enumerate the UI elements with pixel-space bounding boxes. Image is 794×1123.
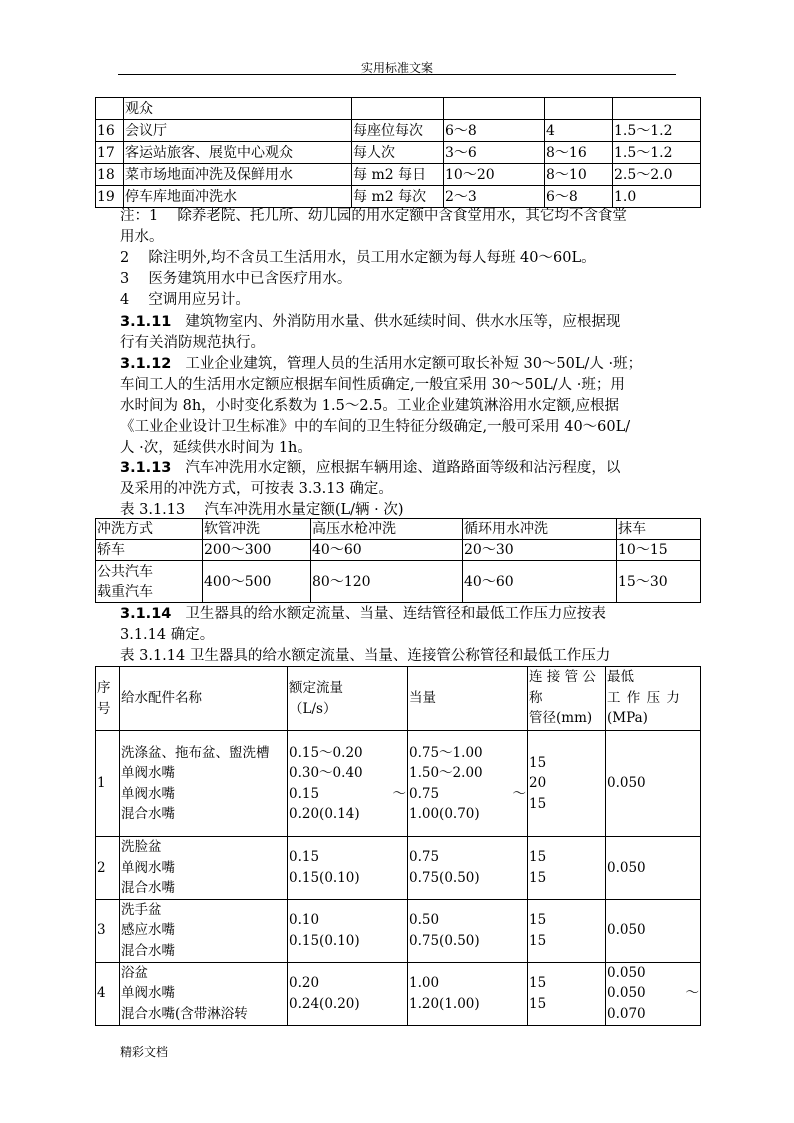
table-row [96,561,701,603]
rated-flow-cell [288,962,408,1025]
quota-cell [444,98,545,120]
fitting-name-line: 混合水嘴 [121,806,175,822]
rated-flow-line: 0.15(0.10) [289,869,360,886]
column-header: 循环用水冲洗 [463,519,617,540]
rated-flow-header [288,667,408,731]
usage-hours-cell: 8～16 [545,142,613,164]
value-cell: 15～30 [617,561,701,603]
car-wash-table [95,518,701,603]
min-pressure-value: 0.050 [607,985,646,1002]
hourly-variation-cell: 1.5～1.2 [613,120,701,142]
hourly-variation-cell [613,98,701,120]
clause-number: 3.1.13 [120,460,172,476]
equivalent-line: 1.20(1.00) [409,995,480,1012]
equivalent-cell [408,837,528,900]
water-quota-table-continued [95,97,701,208]
unit-cell: 每座位每次 [352,120,444,142]
table-row [96,899,701,962]
clause-3-1-12 [120,354,682,459]
clause-number: 3.1.14 [120,606,172,622]
rated-flow-value: 0.15 [289,785,320,802]
clause-text: 水时间为 8h，小时变化系数为 1.5～2.5。工业企业建筑淋浴用水定额,应根据 [120,398,620,414]
table-row [96,962,701,1025]
row-number-cell [96,98,124,120]
pipe-diameter-cell [528,837,606,900]
equivalent-line: 0.75(0.50) [409,932,480,949]
row-number-cell: 3 [96,899,120,962]
clause-text: 3.1.14 确定。 [120,627,215,643]
value-cell: 40～60 [311,540,463,561]
fitting-name-line: 单阀水嘴 [121,785,175,802]
row-number-cell: 17 [96,142,124,164]
min-pressure-cell [606,962,701,1025]
pipe-diameter-line: 15 [529,849,547,866]
page-header: 实用标准文案 [360,61,433,75]
quota-cell: 3～6 [444,142,545,164]
min-pressure-line: 0.050 [607,859,646,876]
pipe-diameter-header [528,667,606,731]
unit-cell: 每 m2 每次 [352,186,444,208]
note-1-cont: 用水。 [120,229,164,245]
fitting-name-header-line: 给水配件名称 [121,690,202,707]
usage-type-cell: 菜市场地面冲洗及保鲜用水 [124,164,352,186]
equivalent-line: 0.75～1.00 [409,744,483,761]
row-number-cell: 2 [96,837,120,900]
unit-cell: 每 m2 每日 [352,164,444,186]
row-number-cell: 16 [96,120,124,142]
vehicle-type-line: 公共汽车 [97,563,153,580]
equivalent-line: 0.75(0.50) [409,869,480,886]
min-pressure-header-line: 工 作 压 力 [607,689,681,706]
fitting-name-header [120,667,288,731]
min-pressure-header-line: (MPa) [607,710,648,726]
number-header-line: 号 [97,700,111,717]
rated-flow-header-line: （L/s） [289,700,337,717]
table-row [96,98,701,120]
fitting-name-line: 单阀水嘴 [121,985,175,1002]
clause-text: 人 ·次，延续供水时间为 1h。 [120,440,312,456]
page-footer: 精彩文档 [120,1045,169,1059]
pipe-diameter-line: 15 [529,932,547,949]
rated-flow-line: 0.24(0.20) [289,995,360,1012]
pipe-diameter-cell [528,731,606,837]
equivalent-line [409,784,526,805]
usage-hours-cell [545,98,613,120]
vehicle-type-line: 载重汽车 [97,583,153,600]
row-number-cell: 18 [96,164,124,186]
pipe-diameter-header-line: 连 接 管 公 [529,669,596,685]
vehicle-type-cell [96,561,203,603]
column-header: 冲洗方式 [96,519,203,540]
clause-number: 3.1.11 [120,314,172,330]
vehicle-type-cell: 轿车 [96,540,203,561]
equivalent-line: 1.50～2.00 [409,765,483,781]
car-wash-table-body [96,519,701,603]
equivalent-header-line: 当量 [409,690,436,707]
clause-text: 车间工人的生活用水定额应根据车间性质确定,一般宜采用 30～50L/人 ·班；用 [120,377,625,393]
fitting-name-line: 混合水嘴 [121,942,175,959]
rated-flow-line: 0.15 [289,849,320,866]
min-pressure-header-line: 最低 [607,669,634,685]
fitting-name-line: 混合水嘴(含带淋浴转 [121,1005,248,1022]
fitting-name-cell [120,837,288,900]
usage-type-cell: 会议厅 [124,120,352,142]
rated-flow-cell [288,731,408,837]
pipe-diameter-line: 15 [529,995,547,1012]
table-row [96,731,701,837]
header-divider [118,74,676,75]
equivalent-value: 0.75 [409,785,440,802]
rated-flow-line: 0.15(0.10) [289,932,360,949]
note-2: 2 除注明外,均不含员工生活用水，员工用水定额为每人每班 40～60L。 [120,250,596,266]
table-row [96,120,701,142]
unit-cell: 每人次 [352,142,444,164]
equivalent-cell [408,899,528,962]
equivalent-cell [408,962,528,1025]
value-cell: 40～60 [463,561,617,603]
equivalent-line: 1.00(0.70) [409,806,480,822]
table-row [96,540,701,561]
min-pressure-line [607,983,699,1004]
pipe-diameter-header-line: 称 [529,689,543,706]
clause-3-1-11 [120,312,682,354]
equivalent-line: 1.00 [409,975,440,991]
rated-flow-line: 0.15～0.20 [289,744,363,761]
clause-text: 卫生器具的给水额定流量、当量、连结管径和最低工作压力应按表 [185,606,606,622]
clause-text: 汽车冲洗用水定额，应根据车辆用途、道路路面等级和沾污程度，以 [185,460,621,476]
range-tilde: ～ [392,785,406,802]
note-3: 3 医务建筑用水中已含医疗用水。 [120,271,352,287]
hourly-variation-cell: 1.5～1.2 [613,142,701,164]
hourly-variation-cell: 1.0 [613,186,701,208]
header-row [96,667,701,731]
fitting-name-cell [120,962,288,1025]
clause-number: 3.1.12 [120,356,172,372]
rated-flow-line: 0.30～0.40 [289,765,363,781]
usage-hours-cell: 8～10 [545,164,613,186]
table-row [96,186,701,208]
fitting-name-line: 单阀水嘴 [121,859,175,876]
clause-text: 建筑物室内、外消防用水量、供水延续时间、供水水压等，应根据现 [185,314,621,330]
fitting-name-cell [120,899,288,962]
usage-type-cell: 观众 [124,98,352,120]
equivalent-cell [408,731,528,837]
row-number-cell: 4 [96,962,120,1025]
column-header: 高压水枪冲洗 [311,519,463,540]
fitting-name-line: 感应水嘴 [121,922,175,939]
equivalent-line: 0.75 [409,849,440,866]
min-pressure-line: 0.050 [607,922,646,939]
value-cell: 400～500 [203,561,311,603]
fitting-name-line: 洗脸盆 [121,839,162,855]
value-cell: 10～15 [617,540,701,561]
usage-hours-cell: 6～8 [545,186,613,208]
fixture-flow-table-body [96,667,701,1026]
rated-flow-cell [288,899,408,962]
fitting-name-line: 洗涤盆、拖布盆、盥洗槽 [121,744,270,761]
range-tilde: ～ [685,985,699,1002]
pipe-diameter-cell [528,899,606,962]
rated-flow-line: 0.20 [289,975,320,991]
clause-text: 工业企业建筑，管理人员的生活用水定额可取长补短 30～50L/人 ·班； [185,356,643,372]
pipe-diameter-header-line: 管径(mm) [529,710,593,726]
usage-type-cell: 停车库地面冲洗水 [124,186,352,208]
rated-flow-header-line: 额定流量 [289,680,343,696]
rated-flow-line: 0.10 [289,912,320,928]
unit-cell [352,98,444,120]
number-header-line: 序 [97,680,111,696]
clause-text: 行有关消防规范执行。 [120,335,265,351]
table-caption: 表 3.1.14 卫生器具的给水额定流量、当量、连接管公称管径和最低工作压力 [120,648,611,664]
table-row [96,142,701,164]
hourly-variation-cell: 2.5～2.0 [613,164,701,186]
fitting-name-line: 混合水嘴 [121,880,175,896]
number-header [96,667,120,731]
rated-flow-cell [288,837,408,900]
fitting-name-line: 洗手盆 [121,901,162,918]
pipe-diameter-line: 20 [529,775,547,792]
usage-type-cell: 客运站旅客、展览中心观众 [124,142,352,164]
pipe-diameter-cell [528,962,606,1025]
quota-cell: 2～3 [444,186,545,208]
column-header: 软管冲洗 [203,519,311,540]
quota-cell: 6～8 [444,120,545,142]
table-row [96,164,701,186]
column-header: 抹车 [617,519,701,540]
pipe-diameter-line: 15 [529,975,547,991]
min-pressure-line: 0.050 [607,964,646,981]
value-cell: 80～120 [311,561,463,603]
pipe-diameter-line: 15 [529,795,547,812]
range-tilde: ～ [512,785,526,802]
pipe-diameter-line: 15 [529,869,547,886]
clause-3-1-13 [120,458,682,521]
value-cell: 20～30 [463,540,617,561]
quota-cell: 10～20 [444,164,545,186]
min-pressure-cell [606,731,701,837]
min-pressure-line: 0.070 [607,1005,646,1022]
note-1: 注：1 除养老院、托儿所、幼儿园的用水定额中含食堂用水，其它均不含食堂 [120,208,627,224]
row-number-cell: 1 [96,731,120,837]
clause-text: 及采用的冲洗方式，可按表 3.3.13 确定。 [120,481,393,497]
min-pressure-cell [606,837,701,900]
rated-flow-line: 0.20(0.14) [289,806,360,822]
fixture-flow-table [95,666,701,1026]
row-number-cell: 19 [96,186,124,208]
pipe-diameter-line: 15 [529,754,547,771]
usage-hours-cell: 4 [545,120,613,142]
clause-text: 《工业企业设计卫生标准》中的车间的卫生特征分级确定,一般可采用 40～60L/ [120,419,631,435]
pipe-diameter-line: 15 [529,912,547,928]
header-row [96,519,701,540]
table-row [96,837,701,900]
min-pressure-line: 0.050 [607,775,646,792]
equivalent-header [408,667,528,731]
clause-3-1-14 [120,604,682,667]
min-pressure-cell [606,899,701,962]
table-caption: 表 3.1.13 汽车冲洗用水量定额(L/辆 · 次) [120,502,404,518]
water-quota-table-body [96,98,701,208]
fitting-name-cell [120,731,288,837]
fitting-name-line: 单阀水嘴 [121,765,175,781]
min-pressure-header [606,667,701,731]
notes-block [120,206,686,311]
rated-flow-line [289,784,406,805]
note-4: 4 空调用应另计。 [120,292,250,308]
value-cell: 200～300 [203,540,311,561]
equivalent-line: 0.50 [409,912,440,928]
fitting-name-line: 浴盆 [121,964,148,981]
